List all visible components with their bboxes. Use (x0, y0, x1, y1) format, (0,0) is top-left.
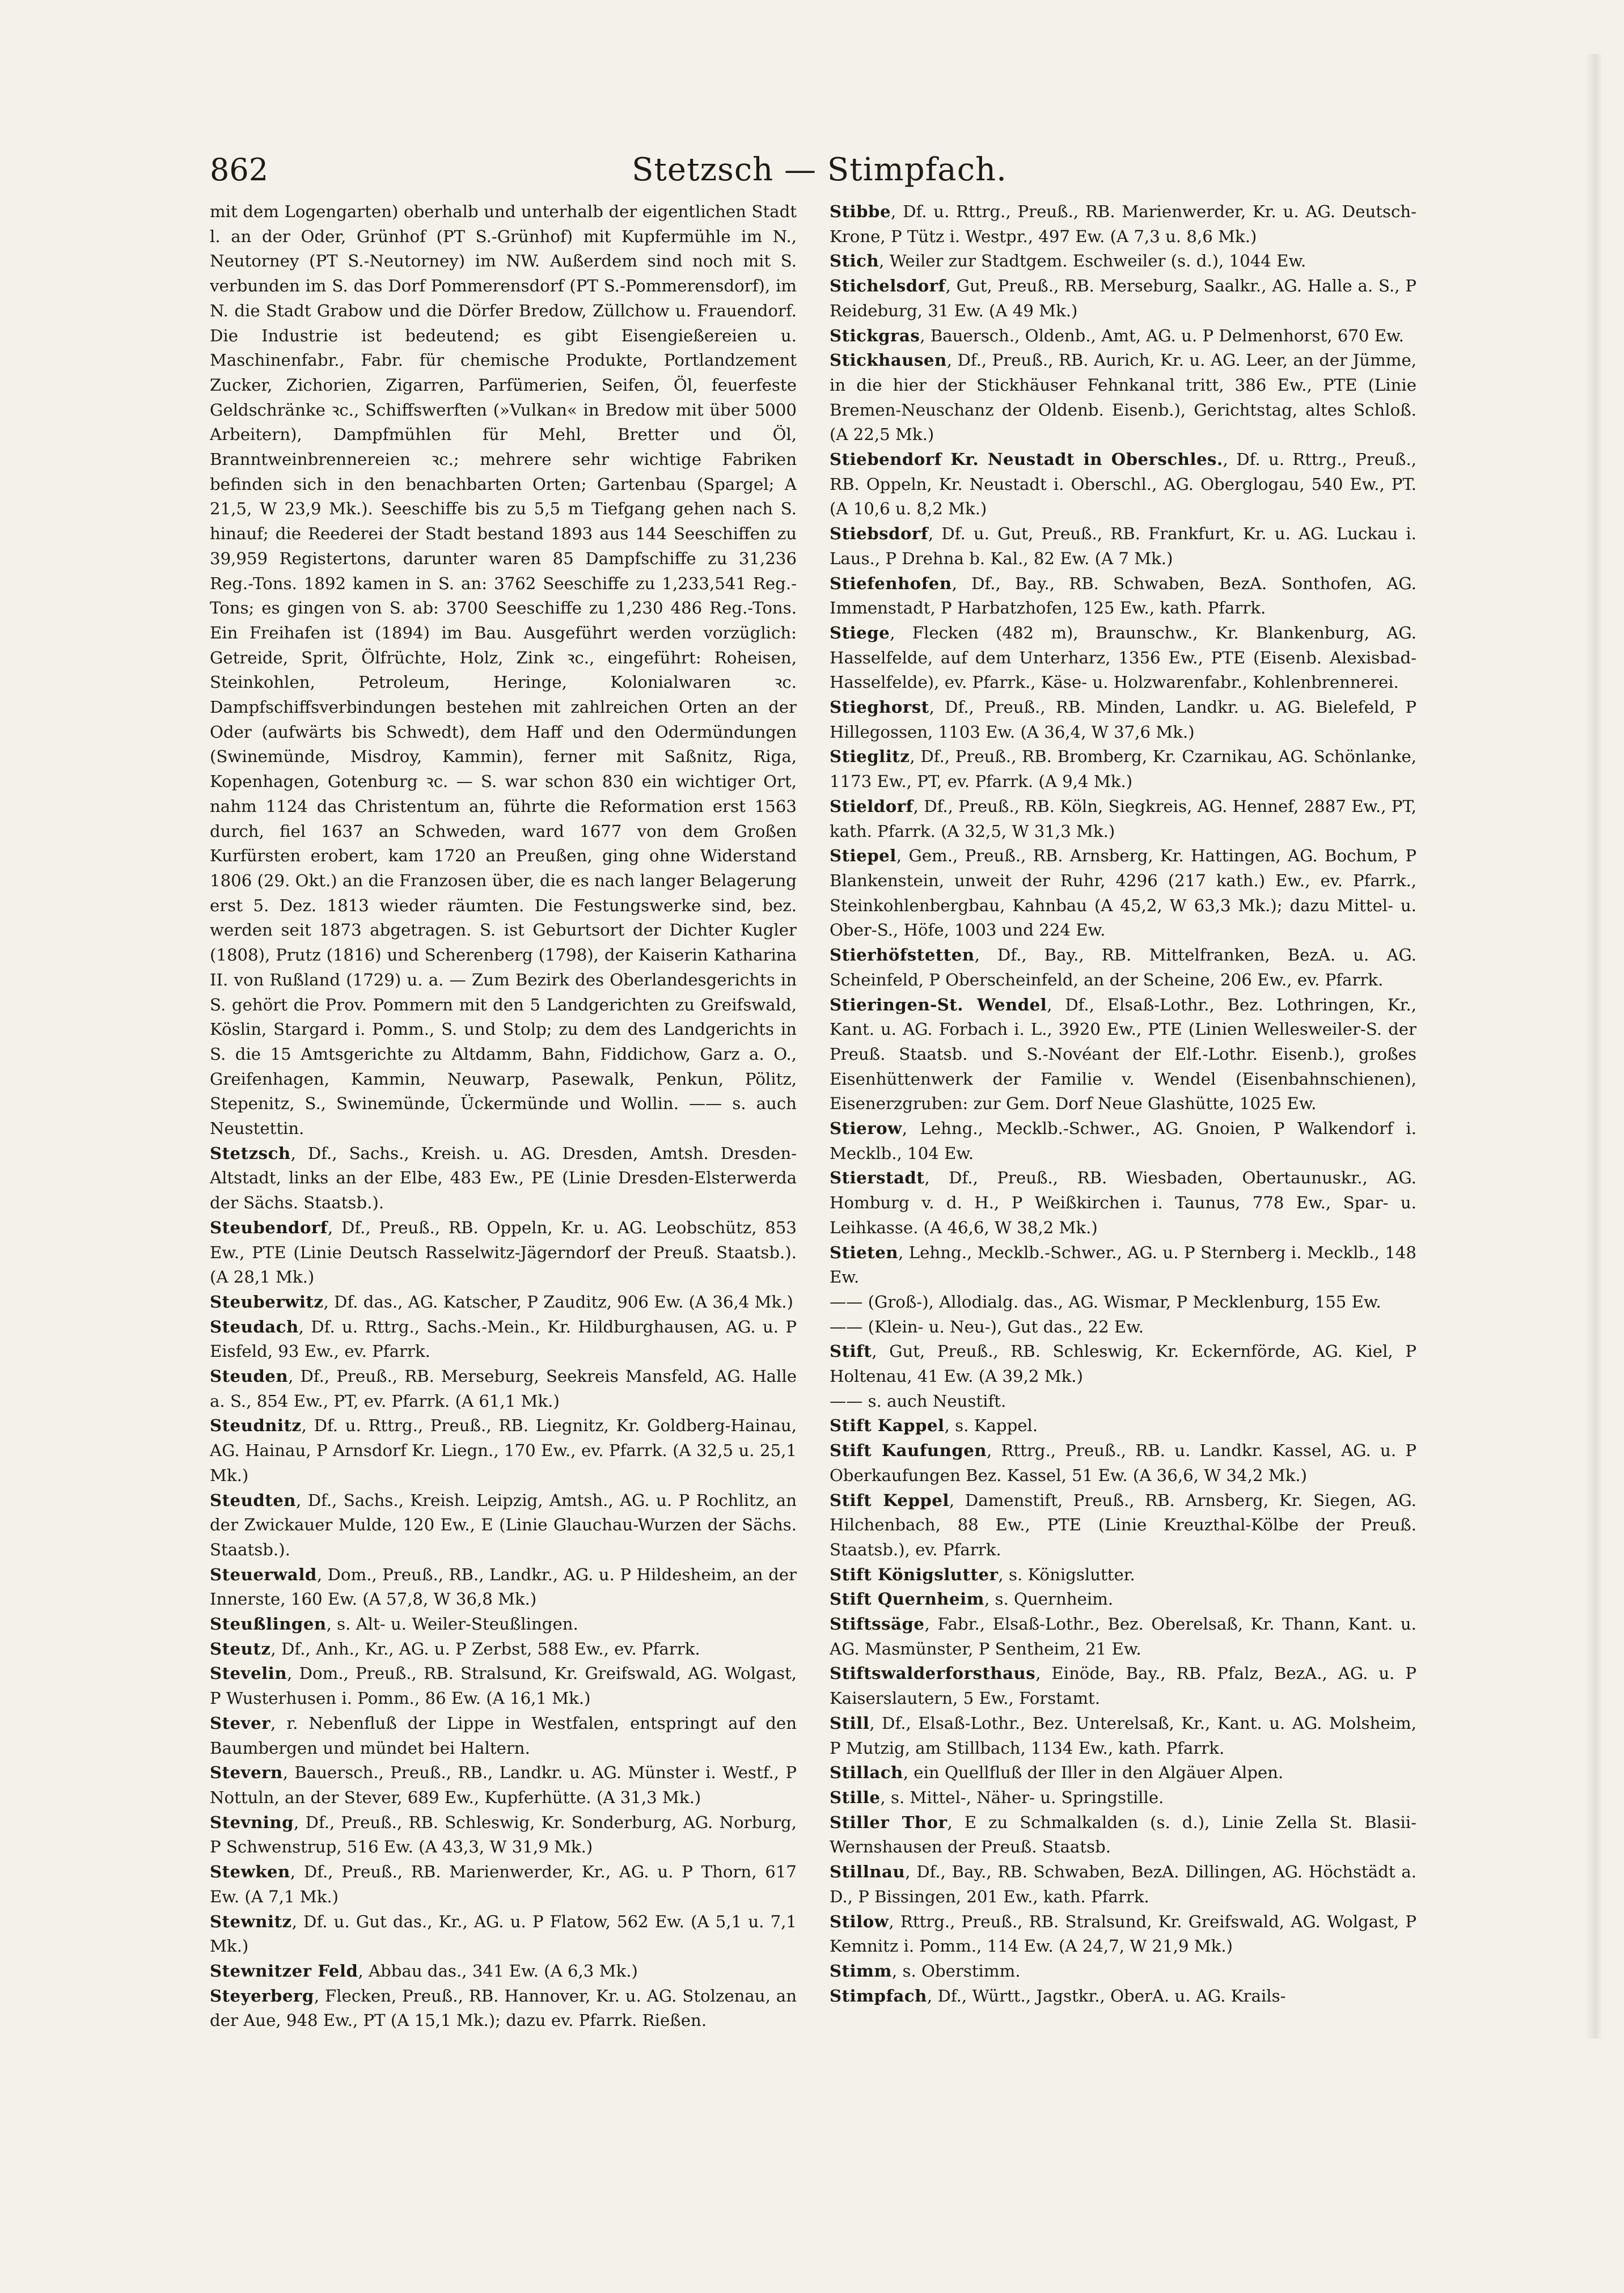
entry (210, 1612, 797, 1637)
entry-text: , Einöde, Bay., RB. Pfalz, BezA., AG. u. P Kaiserslautern, 5 Ew., Forstamt. (830, 1664, 1416, 1708)
entry-text: , Df. u. Rttrg., Preuß., RB. Marienwerder, Kr. u. AG. Deutsch-Krone, P Tütz i. Westpr., 497 Ew. (A 7,3 u. 8,6 Mk.) (830, 202, 1416, 246)
entry-headword: Steudach (210, 1317, 299, 1336)
entry (210, 1984, 797, 2033)
entry-text: , Df., Preuß., RB. Aurich, Kr. u. AG. Leer, an der Jümme, in die hier der Stickhäuser Fehnkanal tritt, 386 Ew., PTE (Linie Bremen-Neuschanz der Oldenb. Eisenb.), Gerichtstag, altes Schloß. (A 22,5 Mk.) (830, 350, 1416, 445)
left-column (210, 200, 797, 2218)
entry (830, 1959, 1416, 1984)
entry-text: , s. Quernheim. (984, 1589, 1114, 1609)
entry (830, 1612, 1416, 1661)
entry-text: , Gut, Preuß., RB. Merseburg, Saalkr., AG. Halle a. S., P Reideburg, 31 Ew. (A 49 Mk.) (830, 276, 1416, 320)
entry-headword: Stevelin (210, 1664, 287, 1683)
entry-headword: Stillach (830, 1763, 903, 1783)
entry-headword: Steudten (210, 1490, 297, 1510)
entry (830, 993, 1416, 1117)
entry (210, 1959, 797, 1984)
entry-headword: Steuden (210, 1367, 289, 1386)
entry (210, 200, 797, 1141)
entry (210, 1910, 797, 1959)
entry-headword: Stevern (210, 1763, 283, 1783)
entry (830, 1439, 1416, 1488)
entry-text: , Df., Bay., RB. Schwaben, BezA. Dillingen, AG. Höchstädt a. D., P Bissingen, 201 Ew., kath. Pfarrk. (830, 1862, 1416, 1906)
entry-text: , s. Königslutter. (998, 1564, 1135, 1584)
entry-text: , Df., Preuß., RB. Minden, Landkr. u. AG. Bielefeld, P Hillegossen, 1103 Ew. (A 36,4, W 37,6 Mk.) (830, 697, 1416, 742)
entry (210, 1661, 797, 1711)
entry-headword: Stiebsdorf (830, 524, 928, 544)
entry-text: , Df., Württ., Jagstkr., OberA. u. AG. Krails- (927, 1986, 1286, 2006)
entry-headword: Steußlingen (210, 1614, 327, 1634)
entry (210, 1563, 797, 1612)
entry-text: , Df. u. Gut, Preuß., RB. Frankfurt, Kr. u. AG. Luckau i. Laus., P Drehna b. Kal., 82 Ew. (A 7 Mk.) (830, 524, 1416, 568)
entry-headword: Stever (210, 1713, 271, 1733)
entry (830, 1414, 1416, 1439)
entry-text: , Df. u. Rttrg., Preuß., RB. Liegnitz, Kr. Goldberg-Hainau, AG. Hainau, P Arnsdorf Kr. Liegn., 170 Ew., ev. Pfarrk. (A 32,5 u. 25,1 Mk.) (210, 1416, 797, 1485)
entry-text: , Gut, Preuß., RB. Schleswig, Kr. Eckernförde, AG. Kiel, P Holtenau, 41 Ew. (A 39,2 Mk.) (830, 1342, 1416, 1386)
entry-headword: Steudnitz (210, 1416, 302, 1436)
right-column (830, 200, 1416, 2218)
entry-headword: Stiller Thor (830, 1812, 948, 1832)
entry-text: , Df., Preuß., RB. Wiesbaden, Obertaunuskr., AG. Homburg v. d. H., P Weißkirchen i. Taunus, 778 Ew., Spar- u. Leihkasse. (A 46,6, W 38,2 Mk.) (830, 1168, 1416, 1237)
entry-text: —— (Groß-), Allodialg. das., AG. Wismar, P Mecklenburg, 155 Ew. (830, 1292, 1381, 1312)
entry-headword: Still (830, 1713, 870, 1733)
entry-text: , Df., Bay., RB. Schwaben, BezA. Sonthofen, AG. Immenstadt, P Harbatzhofen, 125 Ew., kath. Pfarrk. (830, 573, 1416, 618)
entry (210, 1711, 797, 1761)
entry (830, 348, 1416, 447)
entry-headword: Stieringen-St. Wendel (830, 995, 1047, 1014)
entry (210, 1637, 797, 1662)
entry-headword: Stewnitzer Feld (210, 1961, 358, 1981)
entry (830, 1910, 1416, 1959)
entry-text: , Damenstift, Preuß., RB. Arnsberg, Kr. Siegen, AG. Hilchenbach, 88 Ew., PTE (Linie Kreuzthal-Kölbe der Preuß. Staatsb.), ev. Pfarrk. (830, 1490, 1416, 1559)
entry-headword: Stickgras (830, 325, 920, 345)
entry (210, 1290, 797, 1315)
entry-headword: Stiepel (830, 846, 896, 866)
entry-headword: Stibbe (830, 202, 891, 221)
entry-text: , Flecken, Preuß., RB. Hannover, Kr. u. AG. Stolzenau, an der Aue, 948 Ew., PT (A 15,1 Mk.); dazu ev. Pfarrk. Rießen. (210, 1986, 797, 2030)
entry-headword: Steubendorf (210, 1217, 328, 1237)
entry-text: , Df. u. Gut das., Kr., AG. u. P Flatow, 562 Ew. (A 5,1 u. 7,1 Mk.) (210, 1911, 797, 1956)
entry (830, 1786, 1416, 1810)
entry-text: , Df., Anh., Kr., AG. u. P Zerbst, 588 Ew., ev. Pfarrk. (270, 1639, 700, 1659)
entry-headword: Stillnau (830, 1862, 906, 1882)
entry (210, 1414, 797, 1488)
entry (830, 1241, 1416, 1290)
entry-headword: Steyerberg (210, 1986, 314, 2006)
entry-text: —— s. auch Neustift. (830, 1391, 1006, 1411)
entry-text: , s. Alt- u. Weiler-Steußlingen. (326, 1614, 578, 1634)
entry-text: , Bauersch., Preuß., RB., Landkr. u. AG. Münster i. Westf., P Nottuln, an der Stever, 689 Ew., Kupferhütte. (A 31,3 Mk.) (210, 1763, 797, 1807)
entry-text: , r. Nebenfluß der Lippe in Westfalen, entspringt auf den Baumbergen und mündet bei Haltern. (210, 1713, 797, 1758)
entry-headword: Stift Quernheim (830, 1589, 984, 1609)
entry (830, 1711, 1416, 1761)
entry-headword: Stieghorst (830, 697, 929, 717)
entry-text: , Df., Sachs., Kreish. u. AG. Dresden, Amtsh. Dresden-Altstadt, links an der Elbe, 483 Ew., PE (Linie Dresden-Elsterwerda der Sächs. Staatsb.). (210, 1143, 797, 1213)
entry-headword: Stiege (830, 623, 890, 642)
entry-text: , Df., Elsaß-Lothr., Bez. Unterelsaß, Kr., Kant. u. AG. Molsheim, P Mutzig, am Stillbach, 1134 Ew., kath. Pfarrk. (830, 1713, 1416, 1758)
entry-headword: Stieglitz (830, 747, 910, 767)
entry-headword: Stieldorf (830, 796, 914, 816)
entry-text: , Fabr., Elsaß-Lothr., Bez. Oberelsaß, Kr. Thann, Kant. u. AG. Masmünster, P Sentheim, 21 Ew. (830, 1614, 1416, 1659)
entry-headword: Stille (830, 1788, 881, 1807)
entry-text: , s. Mittel-, Näher- u. Springstille. (880, 1788, 1164, 1807)
entry (830, 1488, 1416, 1563)
entry (830, 1315, 1416, 1340)
entry-headword: Stierow (830, 1119, 902, 1139)
entry-text: , Lehng., Mecklb.-Schwer., AG. Gnoien, P Walkendorf i. Mecklb., 104 Ew. (830, 1119, 1416, 1163)
entry-headword: Stiftswalderforsthaus (830, 1664, 1036, 1683)
entry-text: , Df., Preuß., RB. Oppeln, Kr. u. AG. Leobschütz, 853 Ew., PTE (Linie Deutsch Rasselwitz-Jägerndorf der Preuß. Staatsb.). (A 28,1 Mk.) (210, 1217, 797, 1287)
entry-headword: Stiebendorf Kr. Neustadt in Oberschles. (830, 450, 1223, 469)
entry (830, 1661, 1416, 1711)
entry (210, 1141, 797, 1216)
entry-headword: Stichelsdorf (830, 276, 946, 296)
entry (830, 1389, 1416, 1414)
entry-headword: Steuerwald (210, 1564, 317, 1584)
entry-text: , Df., Preuß., RB. Bromberg, Kr. Czarnikau, AG. Schönlanke, 1173 Ew., PT, ev. Pfarrk. (A 9,4 Mk.) (830, 747, 1416, 792)
entry-headword: Stewnitz (210, 1911, 292, 1931)
running-title: Stetzsch — Stimpfach. (632, 151, 1007, 188)
entry-headword: Steutz (210, 1639, 271, 1659)
entry-text: , Df., Preuß., RB. Marienwerder, Kr., AG. u. P Thorn, 617 Ew. (A 7,1 Mk.) (210, 1862, 797, 1906)
entry-text: , Abbau das., 341 Ew. (A 6,3 Mk.) (358, 1961, 638, 1981)
entry-text: —— (Klein- u. Neu-), Gut das., 22 Ew. (830, 1317, 1144, 1336)
page-edge-shadow (1585, 54, 1602, 2038)
entry-text: , Df., Bay., RB. Mittelfranken, BezA. u. AG. Scheinfeld, P Oberscheinfeld, an der Scheine, 206 Ew., ev. Pfarrk. (830, 945, 1416, 989)
entry (830, 324, 1416, 349)
entry-text: , Df., Elsaß-Lothr., Bez. Lothringen, Kr., Kant. u. AG. Forbach i. L., 3920 Ew., PTE (Linien Wellesweiler-S. der Preuß. Staatsb. und S.-Novéant der Elf.-Lothr. Eisenb.), großes Eisenhüttenwerk der Familie v. Wendel (Eisenbahnschienen), Eisenerzgruben: zur Gem. Dorf Neue Glashütte, 1025 Ew. (830, 995, 1416, 1114)
entry-text: , Df., Preuß., RB. Köln, Siegkreis, AG. Hennef, 2887 Ew., PT, kath. Pfarrk. (A 32,5, W 31,3 Mk.) (830, 796, 1416, 841)
page-number: 862 (210, 152, 269, 188)
entry (830, 1810, 1416, 1860)
entry (830, 943, 1416, 992)
entry-text: , Gem., Preuß., RB. Arnsberg, Kr. Hattingen, AG. Bochum, P Blankenstein, unweit der Ruhr, 4296 (217 kath.) Ew., ev. Pfarrk., Steinkohlenbergbau, Kahnbau (A 45,2, W 63,3 Mk.); dazu Mittel- u. Ober-S., Höfe, 1003 und 224 Ew. (830, 846, 1416, 940)
entry-text: , s. Oberstimm. (891, 1961, 1021, 1981)
entry-headword: Steuberwitz (210, 1292, 324, 1312)
entry-headword: Stimpfach (830, 1986, 927, 2006)
page-header (210, 147, 1429, 193)
entry-text: , Df., Sachs., Kreish. Leipzig, Amtsh., AG. u. P Rochlitz, an der Zwickauer Mulde, 120 Ew., E (Linie Glauchau-Wurzen der Sächs. Staatsb.). (210, 1490, 797, 1559)
entry (210, 1810, 797, 1860)
entry-text: , Weiler zur Stadtgem. Eschweiler (s. d.), 1044 Ew. (879, 251, 1306, 271)
entry (830, 744, 1416, 794)
entry-headword: Stevning (210, 1812, 294, 1832)
entry-text: , Lehng., Mecklb.-Schwer., AG. u. P Sternberg i. Mecklb., 148 Ew. (830, 1242, 1416, 1287)
entry (830, 1339, 1416, 1389)
entry-text: , ein Quellfluß der Iller in den Algäuer Alpen. (903, 1763, 1284, 1783)
entry (210, 1761, 797, 1810)
entry (830, 695, 1416, 744)
entry-text: , Df. u. Rttrg., Preuß., RB. Oppeln, Kr. Neustadt i. Oberschl., AG. Oberglogau, 540 Ew., PT. (A 10,6 u. 8,2 Mk.) (830, 450, 1416, 519)
entry (830, 1116, 1416, 1166)
entry-text: , Rttrg., Preuß., RB. u. Landkr. Kassel, AG. u. P Oberkaufungen Bez. Kassel, 51 Ew. (A 36,6, W 34,2 Mk.) (830, 1441, 1416, 1485)
entry-text: , Df. das., AG. Katscher, P Zauditz, 906 Ew. (A 36,4 Mk.) (323, 1292, 793, 1312)
entry (830, 1761, 1416, 1786)
entry (210, 1364, 797, 1414)
entry (830, 1984, 1416, 2009)
entry-headword: Stetzsch (210, 1143, 291, 1163)
entry-text: , Df., Preuß., RB. Schleswig, Kr. Sonderburg, AG. Norburg, P Schwenstrup, 516 Ew. (A 43,3, W 31,9 Mk.) (210, 1812, 797, 1857)
entry-headword: Stimm (830, 1961, 892, 1981)
entry-headword: Stieten (830, 1242, 898, 1262)
entry (830, 1860, 1416, 1909)
entry-text: mit dem Logengarten) oberhalb und unterhalb der eigentlichen Stadt l. an der Oder, Grünhof (PT S.-Grünhof) mit Kupfermühle im N., Neutorney (PT S.-Neutorney) im NW. Außerdem sind noch mit S. verbunden im S. das Dorf Pommerensdorf (PT S.-Pommerensdorf), im N. die Stadt Grabow und die Dörfer Bredow, Züllchow u. Frauendorf. Die Industrie ist bedeutend; es gibt Eisengießereien u. Maschinenfabr., Fabr. für chemische Produkte, Portlandzement Zucker, Zichorien, Zigarren, Parfümerien, Seifen, Öl, feuerfeste Geldschränke ꝛc., Schiffswerften (»Vulkan« in Bredow mit über 5000 Arbeitern), Dampfmühlen für Mehl, Bretter und Öl, Branntweinbrennereien ꝛc.; mehrere sehr wichtige Fabriken befinden sich in den benachbarten Orten; Gartenbau (Spargel; A 21,5, W 23,9 Mk.). Seeschiffe bis zu 5,5 m Tiefgang gehen nach S. hinauf; die Reederei der Stadt bestand 1893 aus 144 Seeschiffen zu 39,959 Registertons, darunter waren 85 Dampfschiffe zu 31,236 Reg.-Tons. 1892 kamen in S. an: 3762 Seeschiffe zu 1,233,541 Reg.-Tons; es gingen von S. ab: 3700 Seeschiffe zu 1,230 486 Reg.-Tons. Ein Freihafen ist (1894) im Bau. Ausgeführt werden vorzüglich: Getreide, Sprit, Ölfrüchte, Holz, Zink ꝛc., eingeführt: Roheisen, Steinkohlen, Petroleum, Heringe, Kolonialwaren ꝛc. Dampfschiffsverbindungen bestehen mit zahlreichen Orten an der Oder (aufwärts bis Schwedt), dem Haff und den Odermündungen (Swinemünde, Misdroy, Kammin), ferner mit Saßnitz, Riga, Kopenhagen, Gotenburg ꝛc. — S. war schon 830 ein wichtiger Ort, nahm 1124 das Christentum an, führte die Reformation erst 1563 durch, fiel 1637 an Schweden, ward 1677 von dem Großen Kurfürsten erobert, kam 1720 an Preußen, ging ohne Widerstand 1806 (29. Okt.) an die Franzosen über, die es nach langer Belagerung erst 5. Dez. 1813 wieder räumten. Die Festungswerke sind, bez. werden seit 1873 abgetragen. S. ist Geburtsort der Dichter Kugler (1808), Prutz (1816) und Scherenberg (1798), der Kaiserin Katharina II. von Rußland (1729) u. a. — Zum Bezirk des Oberlandesgerichts in S. gehört die Prov. Pommern mit den 5 Landgerichten zu Greifswald, Köslin, Stargard i. Pomm., S. und Stolp; zu dem des Landgerichts in S. die 15 Amtsgerichte zu Altdamm, Bahn, Fiddichow, Garz a. O., Greifenhagen, Kammin, Neuwarp, Pasewalk, Penkun, Pölitz, Stepenitz, S., Swinemünde, Ückermünde und Wollin. —— s. auch Neustettin. (210, 202, 797, 1139)
entry-headword: Stift Kaufungen (830, 1441, 987, 1461)
entry (830, 274, 1416, 323)
entry (830, 1587, 1416, 1612)
entry-text: , E zu Schmalkalden (s. d.), Linie Zella St. Blasii-Wernshausen der Preuß. Staatsb. (830, 1812, 1416, 1857)
entry-text: , Dom., Preuß., RB. Stralsund, Kr. Greifswald, AG. Wolgast, P Wusterhusen i. Pomm., 86 Ew. (A 16,1 Mk.) (210, 1664, 797, 1708)
entry (830, 844, 1416, 943)
entry (830, 447, 1416, 522)
entry-headword: Stewken (210, 1862, 290, 1882)
entry (210, 1860, 797, 1909)
entry (210, 1315, 797, 1364)
entry (830, 1290, 1416, 1315)
entry (830, 249, 1416, 274)
entry (830, 1563, 1416, 1588)
entry-headword: Stiefenhofen (830, 573, 952, 593)
entry-headword: Stickhausen (830, 350, 947, 370)
entry-headword: Stierstadt (830, 1168, 925, 1188)
entry-text: , Dom., Preuß., RB., Landkr., AG. u. P Hildesheim, an der Innerste, 160 Ew. (A 57,8, W 36,8 Mk.) (210, 1564, 797, 1609)
entry (830, 200, 1416, 249)
entry (210, 1216, 797, 1290)
entry (210, 1488, 797, 1563)
entry-text: , Rttrg., Preuß., RB. Stralsund, Kr. Greifswald, AG. Wolgast, P Kemnitz i. Pomm., 114 Ew. (A 24,7, W 21,9 Mk.) (830, 1911, 1416, 1956)
entry-headword: Stiftssäge (830, 1614, 925, 1634)
entry (830, 522, 1416, 571)
entry-headword: Stich (830, 251, 879, 271)
entry-headword: Stift Keppel (830, 1490, 949, 1510)
entry-text: , Flecken (482 m), Braunschw., Kr. Blankenburg, AG. Hasselfelde, auf dem Unterharz, 1356 Ew., PTE (Eisenb. Alexisbad-Hasselfelde), ev. Pfarrk., Käse- u. Holzwarenfabr., Kohlenbrennerei. (830, 623, 1416, 692)
entry-headword: Stift Königslutter (830, 1564, 999, 1584)
entry-text: , Df., Preuß., RB. Merseburg, Seekreis Mansfeld, AG. Halle a. S., 854 Ew., PT, ev. Pfarrk. (A 61,1 Mk.) (210, 1367, 797, 1411)
entry-text: , Bauersch., Oldenb., Amt, AG. u. P Delmenhorst, 670 Ew. (920, 325, 1404, 345)
entry (830, 794, 1416, 844)
entry-headword: Stierhöfstetten (830, 945, 975, 965)
entry (830, 1166, 1416, 1240)
entry-text: , Df. u. Rttrg., Sachs.-Mein., Kr. Hildburghausen, AG. u. P Eisfeld, 93 Ew., ev. Pfarrk. (210, 1317, 797, 1361)
entry (830, 572, 1416, 621)
entry-text: , s. Kappel. (944, 1416, 1038, 1436)
entry-headword: Stift (830, 1342, 872, 1361)
entry-headword: Stilow (830, 1911, 889, 1931)
entry (830, 621, 1416, 695)
entry-headword: Stift Kappel (830, 1416, 945, 1436)
